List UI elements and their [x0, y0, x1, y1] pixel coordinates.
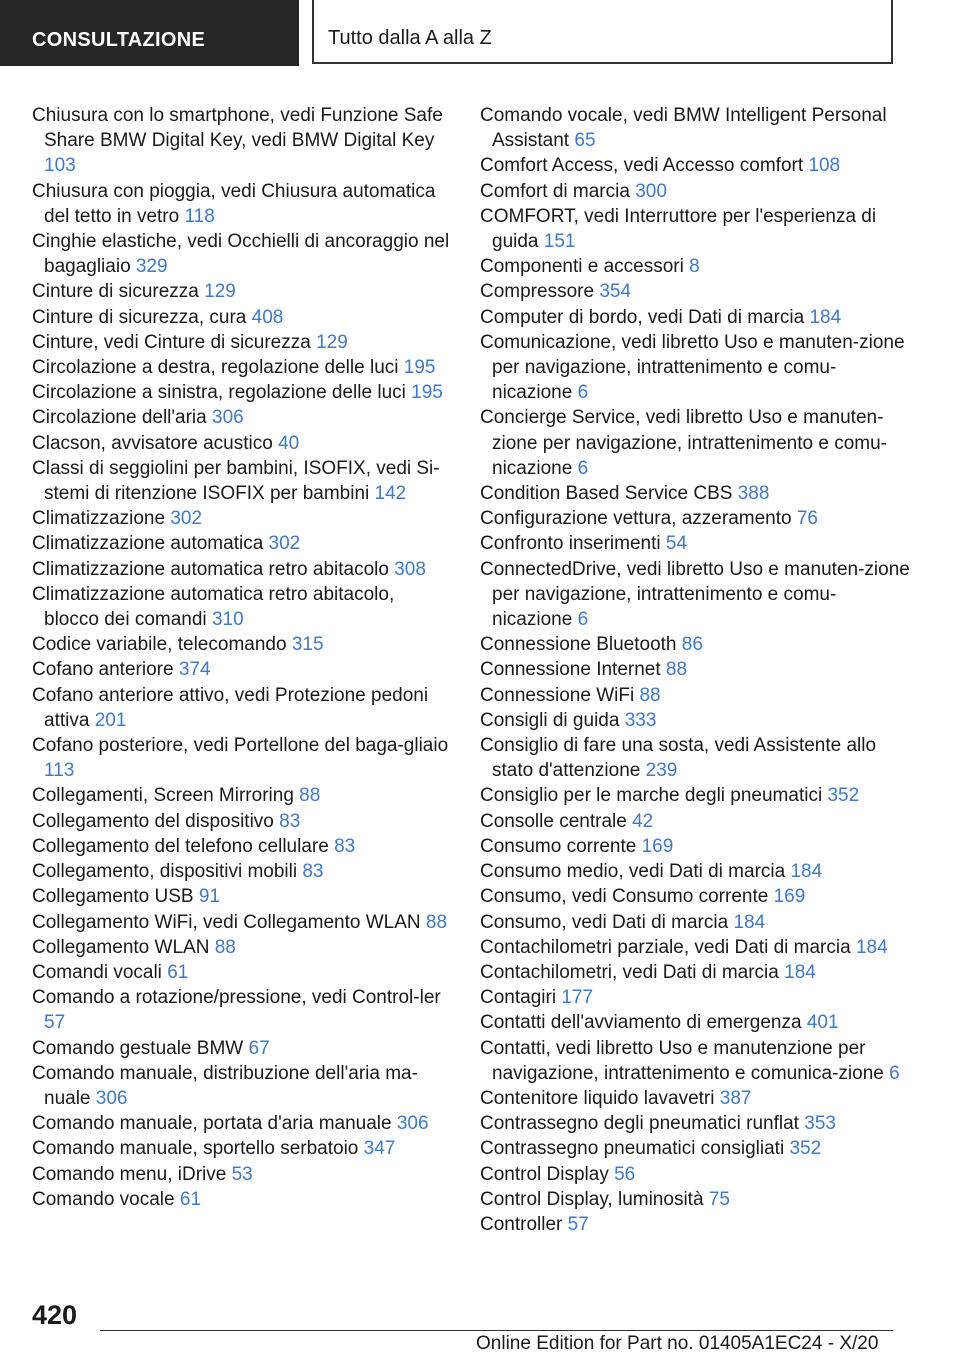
index-entry — [480, 733, 910, 783]
index-entry-text: Cofano posteriore, vedi Portellone del baga-gliaio — [32, 735, 449, 757]
page-reference-link[interactable]: 75 — [708, 1188, 730, 1210]
page-reference-link[interactable]: 88 — [299, 785, 321, 807]
page-reference-link[interactable]: 184 — [809, 306, 842, 328]
index-entry-text: Consigli di guida — [480, 709, 620, 731]
index-entry — [32, 456, 452, 506]
index-entry-text: Classi di seggiolini per bambini, ISOFIX, vedi Si-stemi di ritenzione ISOFIX per bambini — [32, 457, 440, 505]
index-entry-text: Clacson, avvisatore acustico — [32, 432, 273, 454]
index-entry — [480, 506, 910, 531]
page-reference-link[interactable]: 88 — [425, 911, 448, 933]
index-entry — [480, 809, 910, 834]
page-reference-link[interactable]: 329 — [135, 256, 168, 278]
index-entry — [480, 1010, 910, 1035]
index-entry — [480, 153, 910, 178]
page-reference-link[interactable]: 40 — [278, 432, 300, 454]
index-entry — [32, 859, 452, 884]
index-entry — [32, 582, 452, 632]
index-entry-text: Comando vocale — [32, 1188, 175, 1210]
page-reference-link[interactable]: 83 — [334, 835, 356, 857]
index-entry-text: Controller — [480, 1213, 563, 1235]
index-entry-text: Control Display, luminosità — [480, 1188, 704, 1210]
page-reference-link[interactable]: 310 — [211, 609, 244, 631]
page-reference-link[interactable]: 184 — [784, 961, 816, 983]
index-entry — [480, 330, 910, 406]
page-reference-link[interactable]: 401 — [806, 1012, 839, 1034]
index-entry — [32, 531, 452, 556]
page-reference-link[interactable]: 76 — [796, 508, 818, 530]
index-entry — [480, 910, 910, 935]
page-reference-link[interactable]: 88 — [665, 659, 688, 681]
page-reference-link[interactable]: 315 — [291, 634, 324, 656]
chapter-title: Tutto dalla A alla Z — [328, 27, 492, 49]
index-entry-text: Comando menu, iDrive — [32, 1163, 227, 1185]
page-reference-link[interactable]: 142 — [374, 483, 407, 505]
index-entry — [480, 1187, 910, 1212]
section-title: CONSULTAZIONE — [32, 29, 206, 51]
page-reference-link[interactable]: 300 — [635, 180, 667, 202]
index-entry — [480, 783, 910, 808]
page-reference-link[interactable]: 6 — [577, 457, 589, 479]
index-entry-text: Consumo, vedi Consumo corrente — [480, 886, 769, 908]
page-reference-link[interactable]: 184 — [790, 861, 823, 883]
index-entry — [480, 103, 910, 153]
index-entry-text: Contrassegno degli pneumatici runflat — [480, 1113, 799, 1135]
index-entry — [32, 179, 452, 229]
index-entry-text: Comando a rotazione/pressione, vedi Control-ler — [32, 987, 441, 1009]
index-entry — [480, 935, 910, 960]
page-reference-link[interactable]: 6 — [889, 1062, 900, 1084]
page-reference-link[interactable]: 67 — [248, 1037, 270, 1059]
page-reference-link[interactable]: 184 — [855, 936, 888, 958]
index-column-right — [480, 103, 910, 1237]
page-reference-link[interactable]: 83 — [279, 810, 301, 832]
index-entry-text: Climatizzazione automatica retro abitacolo — [32, 558, 389, 580]
index-entry-text: Circolazione a destra, regolazione delle luci — [32, 357, 399, 379]
index-entry-text: Climatizzazione automatica — [32, 533, 264, 555]
index-entry-text: Climatizzazione — [32, 508, 166, 530]
page-reference-link[interactable]: 374 — [178, 659, 211, 681]
page-reference-link[interactable]: 388 — [737, 483, 770, 505]
index-entry-text: Contachilometri, vedi Dati di marcia — [480, 961, 779, 983]
index-entry-text: Collegamento WiFi, vedi Collegamento WLAN — [32, 911, 421, 933]
index-entry-text: Componenti e accessori — [480, 256, 684, 278]
index-entry-text: Comando vocale, vedi BMW Intelligent Personal Assistant — [480, 105, 887, 152]
index-entry-text: Comunicazione, vedi libretto Uso e manuten-zione per navigazione, intrattenimento e comu-nicazione — [480, 331, 905, 404]
index-entry-text: Concierge Service, vedi libretto Uso e manuten-zione per navigazione, intrattenimento e comu-nicazione — [480, 407, 888, 479]
index-entry — [32, 834, 452, 859]
index-entry — [32, 279, 452, 304]
index-entry — [32, 884, 452, 909]
index-entry-text: Connessione Internet — [480, 659, 661, 681]
index-entry-text: Comando manuale, distribuzione dell'aria ma-nuale — [32, 1062, 418, 1109]
index-entry — [32, 910, 452, 935]
page-reference-link[interactable]: 169 — [773, 886, 806, 908]
index-entry-text: Comando manuale, sportello serbatoio — [32, 1138, 359, 1160]
index-entry-text: Consumo corrente — [480, 835, 637, 857]
index-entry — [32, 229, 452, 279]
page-reference-link[interactable]: 103 — [44, 155, 76, 177]
index-entry — [480, 657, 910, 682]
index-entry — [32, 305, 452, 330]
page-reference-link[interactable]: 308 — [394, 558, 426, 580]
index-entry-text: Collegamenti, Screen Mirroring — [32, 785, 294, 807]
page-reference-link[interactable]: 408 — [251, 306, 284, 328]
index-entry-text: Climatizzazione automatica retro abitacolo, blocco dei comandi — [32, 583, 395, 631]
page-reference-link[interactable]: 239 — [645, 760, 678, 782]
index-entry-text: Contatti dell'avviamento di emergenza — [480, 1012, 802, 1034]
chapter-box — [312, 0, 893, 64]
index-entry — [32, 355, 452, 380]
index-entry-text: Confronto inserimenti — [480, 533, 661, 555]
footer-edition-text: Online Edition for Part no. 01405A1EC24 - X/20 — [476, 1333, 879, 1354]
index-entry-text: Contatti, vedi libretto Uso e manutenzione per navigazione, intrattenimento e comunica-zione — [480, 1037, 884, 1084]
index-entry-text: Collegamento del dispositivo — [32, 810, 274, 832]
index-entry-text: Chiusura con pioggia, vedi Chiusura automatica del tetto in vetro — [32, 180, 436, 227]
page-reference-link[interactable]: 387 — [719, 1087, 752, 1109]
index-entry-text: Contagiri — [480, 987, 557, 1009]
index-entry — [480, 531, 910, 556]
index-entry-text: Connessione Bluetooth — [480, 634, 677, 656]
index-entry — [32, 783, 452, 808]
index-entry — [480, 305, 910, 330]
index-entry-text: Comfort di marcia — [480, 180, 630, 202]
page-reference-link[interactable]: 56 — [614, 1163, 636, 1185]
page-reference-link[interactable]: 333 — [624, 709, 657, 731]
index-entry-text: Contrassegno pneumatici consigliati — [480, 1138, 785, 1160]
page-reference-link[interactable]: 61 — [179, 1188, 202, 1210]
page-reference-link[interactable]: 129 — [316, 331, 348, 353]
index-entry-text: COMFORT, vedi Interruttore per l'esperienza di guida — [480, 205, 877, 253]
index-entry-text: Collegamento USB — [32, 886, 194, 908]
page-reference-link[interactable]: 302 — [268, 533, 301, 555]
index-entry — [480, 179, 910, 204]
index-entry-text: Cofano anteriore attivo, vedi Protezione pedoni attiva — [32, 684, 429, 731]
index-entry-text: Circolazione dell'aria — [32, 407, 207, 429]
index-entry — [32, 1111, 452, 1136]
index-entry-text: Contenitore liquido lavavetri — [480, 1087, 715, 1109]
page-reference-link[interactable]: 201 — [94, 709, 127, 731]
page-reference-link[interactable]: 108 — [808, 155, 841, 177]
index-entry — [480, 405, 910, 481]
page-reference-link[interactable]: 6 — [577, 609, 589, 631]
index-entry — [480, 1136, 910, 1161]
page-reference-link[interactable]: 57 — [44, 1012, 66, 1034]
index-entry — [480, 708, 910, 733]
page-reference-link[interactable]: 42 — [632, 810, 654, 832]
index-entry — [480, 985, 910, 1010]
page-reference-link[interactable]: 306 — [396, 1113, 429, 1135]
page-header — [0, 0, 960, 66]
index-entry — [32, 330, 452, 355]
index-entry-text: Comandi vocali — [32, 961, 162, 983]
index-entry — [32, 1187, 452, 1212]
index-entry-text: Consolle centrale — [480, 810, 627, 832]
index-entry-text: Connessione WiFi — [480, 684, 635, 706]
page-reference-link[interactable]: 352 — [789, 1138, 822, 1160]
index-entry — [32, 1061, 452, 1111]
index-entry-text: Computer di bordo, vedi Dati di marcia — [480, 306, 805, 328]
index-entry — [32, 1162, 452, 1187]
page-reference-link[interactable]: 151 — [543, 231, 576, 253]
index-entry — [480, 834, 910, 859]
page-reference-link[interactable]: 86 — [681, 634, 703, 656]
page-reference-link[interactable]: 54 — [665, 533, 688, 555]
index-entry — [32, 985, 452, 1035]
index-entry — [480, 1212, 910, 1237]
page-reference-link[interactable]: 195 — [411, 382, 443, 404]
page-reference-link[interactable]: 195 — [403, 357, 436, 379]
page-reference-link[interactable]: 306 — [212, 407, 244, 429]
index-entry-text: Cinture, vedi Cinture di sicurezza — [32, 331, 311, 353]
page-reference-link[interactable]: 347 — [363, 1138, 396, 1160]
index-entry — [480, 1086, 910, 1111]
index-entry — [32, 380, 452, 405]
page-reference-link[interactable]: 91 — [198, 886, 221, 908]
index-entry-text: Control Display — [480, 1163, 609, 1185]
index-entry — [480, 683, 910, 708]
index-entry-text: Compressore — [480, 281, 595, 303]
index-entry-text: Configurazione vettura, azzeramento — [480, 508, 792, 530]
index-entry — [480, 254, 910, 279]
page-reference-link[interactable]: 118 — [184, 205, 215, 227]
index-entry — [32, 431, 452, 456]
index-entry-text: ConnectedDrive, vedi libretto Uso e manuten-zione per navigazione, intrattenimento e comu-nicazione — [480, 558, 910, 631]
page-reference-link[interactable]: 113 — [44, 760, 75, 782]
index-entry — [32, 506, 452, 531]
page-reference-link[interactable]: 61 — [167, 961, 189, 983]
index-entry — [32, 733, 452, 783]
page-reference-link[interactable]: 169 — [641, 835, 674, 857]
index-entry-text: Contachilometri parziale, vedi Dati di marcia — [480, 936, 851, 958]
index-entry-text: Cinghie elastiche, vedi Occhielli di ancoraggio nel bagagliaio — [32, 231, 450, 278]
page-reference-link[interactable]: 306 — [95, 1087, 128, 1109]
index-entry-text: Cinture di sicurezza, cura — [32, 306, 247, 328]
page-reference-link[interactable]: 352 — [827, 785, 860, 807]
index-entry — [32, 103, 452, 179]
index-entry-text: Condition Based Service CBS — [480, 483, 733, 505]
index-column-left — [32, 103, 452, 1212]
index-entry — [480, 481, 910, 506]
index-entry — [480, 884, 910, 909]
page-reference-link[interactable]: 65 — [574, 130, 596, 152]
footer-rule — [100, 1330, 893, 1331]
index-entry — [32, 557, 452, 582]
page-reference-link[interactable]: 88 — [639, 684, 661, 706]
page-reference-link[interactable]: 354 — [599, 281, 632, 303]
index-entry-text: Cofano anteriore — [32, 659, 174, 681]
index-entry — [480, 1036, 910, 1086]
index-entry-text: Codice variabile, telecomando — [32, 634, 287, 656]
index-entry-text: Comfort Access, vedi Accesso comfort — [480, 155, 804, 177]
index-entry-text: Collegamento, dispositivi mobili — [32, 861, 298, 883]
index-entry-text: Collegamento WLAN — [32, 936, 210, 958]
index-entry-text: Consiglio per le marche degli pneumatici — [480, 785, 823, 807]
page-reference-link[interactable]: 129 — [204, 281, 236, 303]
index-entry — [32, 1136, 452, 1161]
index-entry — [32, 1036, 452, 1061]
index-entry-text: Chiusura con lo smartphone, vedi Funzione Safe Share BMW Digital Key, vedi BMW Digital Key — [32, 105, 443, 152]
index-entry — [32, 683, 452, 733]
index-entry — [480, 1162, 910, 1187]
index-entry — [480, 557, 910, 633]
index-entry — [32, 809, 452, 834]
page-reference-link[interactable]: 88 — [214, 936, 236, 958]
page-number: 420 — [32, 1300, 78, 1330]
index-entry — [32, 935, 452, 960]
page-reference-link[interactable]: 353 — [804, 1113, 836, 1135]
page-reference-link[interactable]: 302 — [170, 508, 203, 530]
index-entry-text: Collegamento del telefono cellulare — [32, 835, 329, 857]
index-entry — [480, 632, 910, 657]
index-entry-text: Comando gestuale BMW — [32, 1037, 244, 1059]
page-reference-link[interactable]: 177 — [561, 987, 594, 1009]
index-entry — [480, 1111, 910, 1136]
page-reference-link[interactable]: 6 — [577, 382, 589, 404]
index-entry — [480, 960, 910, 985]
section-tab — [0, 0, 299, 66]
index-entry-text: Circolazione a sinistra, regolazione delle luci — [32, 382, 406, 404]
index-entry — [32, 632, 452, 657]
index-entry — [480, 279, 910, 304]
index-entry — [32, 960, 452, 985]
index-entry-text: Consiglio di fare una sosta, vedi Assistente allo stato d'attenzione — [480, 735, 877, 782]
page-reference-link[interactable]: 184 — [733, 911, 766, 933]
page-reference-link[interactable]: 57 — [567, 1213, 589, 1235]
index-entry-text: Comando manuale, portata d'aria manuale — [32, 1113, 392, 1135]
index-entry — [480, 204, 910, 254]
index-entry — [32, 657, 452, 682]
index-entry — [32, 405, 452, 430]
index-entry-text: Consumo medio, vedi Dati di marcia — [480, 861, 786, 883]
page-reference-link[interactable]: 83 — [302, 861, 324, 883]
index-entry — [480, 859, 910, 884]
page-reference-link[interactable]: 53 — [231, 1163, 253, 1185]
index-entry-text: Cinture di sicurezza — [32, 281, 199, 303]
index-entry-text: Consumo, vedi Dati di marcia — [480, 911, 729, 933]
page-reference-link[interactable]: 8 — [689, 256, 700, 278]
